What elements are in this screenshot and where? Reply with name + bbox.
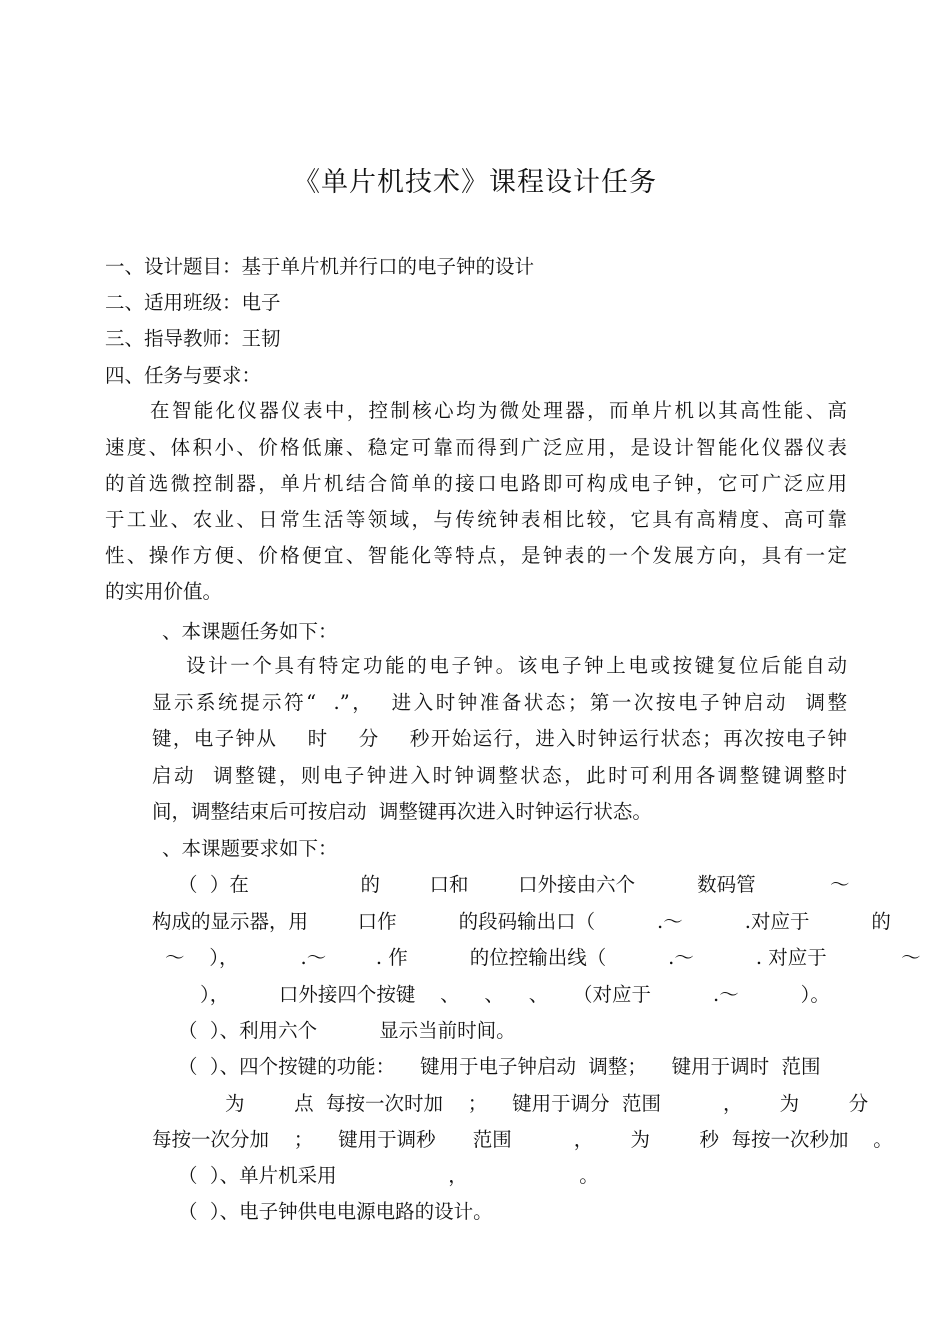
paragraph-line: 在智能化仪器仪表中，控制核心均为微处理器，而单片机以其高性能、高	[150, 399, 847, 422]
requirement-line: 构成的显示器，用 口作 的段码输出口（ .～ .对应于 的	[152, 910, 891, 933]
requirement-line: （ ）、电子钟供电电源电路的设计。	[178, 1200, 493, 1223]
instructor-line: 三、指导教师：王韧	[105, 327, 281, 350]
paragraph-line: 速度、体积小、价格低廉、稳定可靠而得到广泛应用，是设计智能化仪器仪表	[105, 436, 847, 459]
requirements-heading: 、本课题要求如下：	[162, 837, 338, 860]
requirement-line: 每按一次分加 ； 键用于调秒 范围 ， 为 秒 每按一次秒加 。	[152, 1128, 893, 1151]
paragraph-line: 于工业、农业、日常生活等领域，与传统钟表相比较，它具有高精度、高可靠	[105, 508, 847, 531]
paragraph-line: 性、操作方便、价格便宜、智能化等特点，是钟表的一个发展方向，具有一定	[105, 544, 847, 567]
requirement-line: （ ）、利用六个 显示当前时间。	[178, 1019, 516, 1042]
task-line: 启动 调整键，则电子钟进入时钟调整状态，此时可利用各调整键调整时	[152, 764, 847, 787]
requirement-line: ～ ）， .～ . 作 的位控输出线（ .～ . 对应于 ～	[165, 946, 921, 969]
task-line: 设计一个具有特定功能的电子钟。该电子钟上电或按键复位后能自动	[186, 654, 847, 677]
task-line: 间，调整结束后可按启动 调整键再次进入时钟运行状态。	[152, 800, 652, 823]
requirement-line: （ ）在 的 口和 口外接由六个 数码管 ～	[178, 873, 850, 896]
requirement-line: ）， 口外接四个按键 、 、 、 （对应于 .～ ）。	[200, 983, 830, 1006]
paragraph-line: 的首选微控制器，单片机结合简单的接口电路即可构成电子钟，它可广泛应用	[105, 472, 847, 495]
design-topic-line: 一、设计题目：基于单片机并行口的电子钟的设计	[105, 255, 535, 278]
document-title: 《单片机技术》课程设计任务	[293, 167, 657, 198]
applicable-class-line: 二、适用班级：电子	[105, 291, 281, 314]
requirement-line: （ ）、单片机采用 ， 。	[178, 1164, 599, 1187]
paragraph-line: 的实用价值。	[105, 580, 223, 603]
task-line: 键，电子钟从 时 分 秒开始运行，进入时钟运行状态；再次按电子钟	[152, 727, 847, 750]
task-line: 显示系统提示符“ .”， 进入时钟准备状态；第一次按电子钟启动 调整	[152, 691, 847, 714]
task-heading: 、本课题任务如下：	[162, 620, 338, 643]
requirement-line: 为 点 每按一次时加 ； 键用于调分 范围 ， 为 分	[225, 1092, 869, 1115]
tasks-heading: 四、任务与要求：	[105, 364, 262, 387]
requirement-line: （ ）、四个按键的功能： 键用于电子钟启动 调整； 键用于调时 范围	[178, 1055, 821, 1078]
